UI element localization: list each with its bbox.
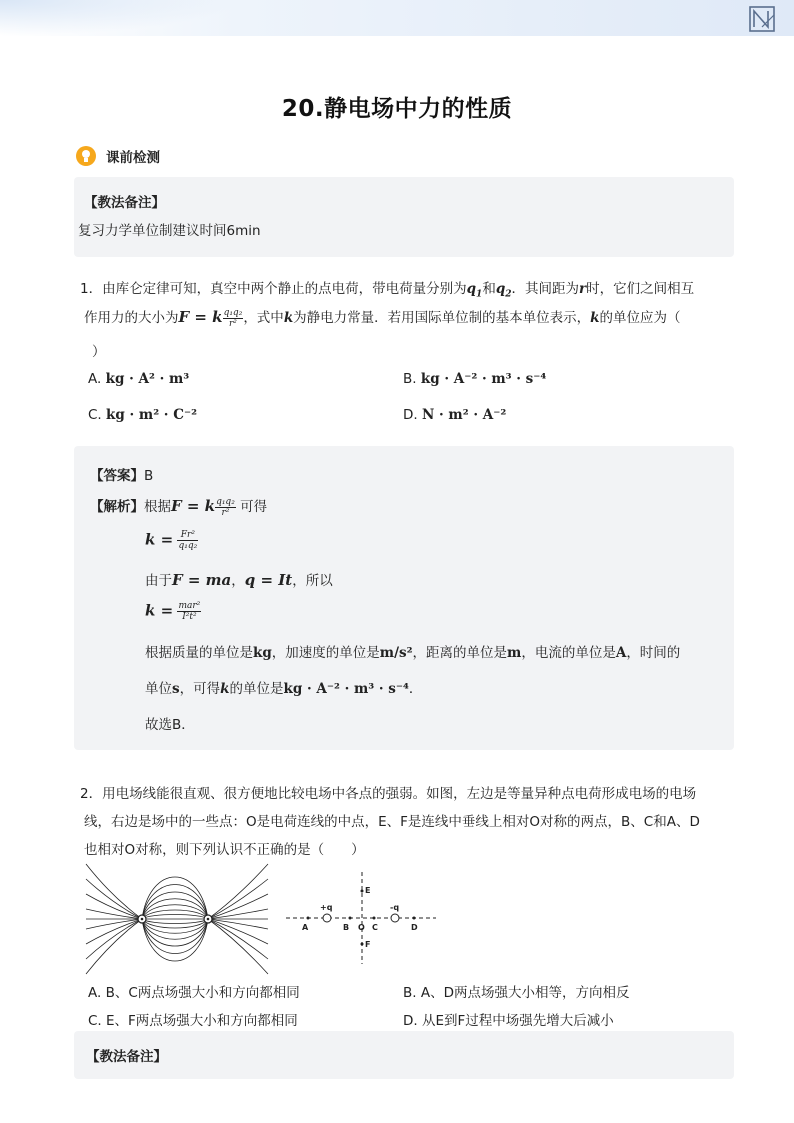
note2-heading: 【教法备注】 (86, 1049, 167, 1065)
option-text: kg · A⁻² · m³ · s⁻⁴ (420, 371, 547, 387)
field-line (142, 919, 208, 924)
field-line (86, 919, 142, 944)
answer-line (90, 464, 153, 484)
point-a (307, 917, 310, 920)
label-e: E (365, 886, 371, 895)
teaching-note-box (74, 177, 734, 257)
fraction-numerator: q₁q₂ (216, 496, 235, 507)
label-d: D (411, 923, 418, 932)
analysis-text: ，所以 (292, 573, 333, 589)
analysis-text: 可得 (240, 499, 268, 515)
analysis-line1 (90, 495, 267, 518)
unit: m/s² (379, 645, 413, 661)
field-line (142, 905, 208, 919)
analysis-text: 的单位是 (229, 681, 284, 697)
charge-center (141, 918, 144, 921)
page-title: 20.静电场中力的性质 (281, 96, 513, 122)
q1-symbol (466, 281, 483, 300)
analysis-text: ． (408, 681, 423, 697)
k-symbol: k (590, 310, 600, 326)
field-line (208, 919, 268, 944)
k-symbol: k (283, 310, 294, 326)
option-text: kg · m² · C⁻² (106, 407, 197, 423)
analysis-text: 根据质量的单位是 (145, 645, 253, 661)
fraction (177, 530, 198, 551)
option-text: N · m² · A⁻² (421, 407, 507, 423)
header-band (0, 0, 794, 36)
formula: k = (145, 530, 174, 549)
field-line (208, 879, 268, 919)
analysis-text: ，可得 (179, 681, 221, 697)
q2-sym: q (495, 281, 506, 297)
fraction (215, 497, 236, 518)
label-a: A (302, 923, 309, 932)
q1-text: 为静电力常量．若用国际单位制的基本单位表示， (293, 310, 591, 326)
section-header (76, 146, 160, 166)
field-line (142, 885, 208, 920)
label-o: O (358, 923, 365, 932)
k-symbol: k (220, 681, 230, 697)
q1-option-a[interactable] (88, 371, 189, 387)
label-b: B (343, 923, 350, 932)
q2-line1: 2．用电场线能很直观、很方便地比较电场中各点的强弱。如图，左边是等量异种点电荷形成电场的电场 (80, 786, 697, 802)
minus-q-charge (391, 914, 399, 922)
fraction-numerator: q₁q₂ (223, 307, 243, 318)
formula: F = k (171, 497, 216, 515)
formula: F = ma (172, 571, 232, 589)
formula: q = It (244, 571, 293, 589)
unit: s (172, 681, 180, 697)
unit: kg · A⁻² · m³ · s⁻⁴ (283, 681, 409, 697)
plus-q-charge (323, 914, 331, 922)
point-c (373, 917, 376, 920)
fraction-numerator: mar² (178, 601, 201, 611)
coulomb-formula: F = k (178, 308, 223, 326)
q1-text: 1．由库仑定律可知，真空中两个静止的点电荷，带电荷量分别为 (80, 281, 467, 297)
option-label: D. (403, 1013, 418, 1029)
q1-text: ．其间距为 (511, 281, 580, 297)
q1-option-c[interactable] (88, 407, 197, 423)
analysis-text: 由于 (145, 573, 172, 589)
q1-line3: ） (92, 344, 106, 360)
answer-box (74, 446, 734, 750)
logo-icon (748, 5, 776, 33)
option-label: B. (403, 371, 417, 387)
fraction (177, 601, 201, 622)
analysis-text: ，加速度的单位是 (271, 645, 380, 661)
option-text: B、C两点场强大小和方向都相同 (105, 985, 300, 1001)
label-plus-q: +q (320, 903, 333, 912)
analysis-text: ，电流的单位是 (521, 645, 616, 661)
field-line (142, 915, 208, 920)
label-f: F (365, 940, 371, 949)
option-label: A. (88, 985, 102, 1001)
label-c: C (372, 923, 378, 932)
fraction-numerator: Fr² (177, 530, 198, 541)
teaching-note-box-2 (74, 1031, 734, 1079)
section-label: 课前检测 (106, 150, 160, 166)
option-text: A、D两点场强大小相等，方向相反 (420, 985, 630, 1001)
q2-option-a[interactable] (88, 981, 300, 1001)
analysis-text: 根据 (144, 499, 171, 515)
q1-option-b[interactable] (403, 371, 546, 387)
unit: A (615, 645, 627, 661)
q2-option-c[interactable] (88, 1009, 298, 1029)
field-line (208, 919, 268, 959)
option-text: E、F两点场强大小和方向都相同 (106, 1013, 298, 1029)
answer-heading: 【答案】 (90, 468, 144, 484)
analysis-line7: 故选B． (145, 717, 195, 733)
analysis-line5 (145, 641, 680, 661)
analysis-line3 (145, 569, 333, 589)
analysis-heading: 【解析】 (90, 499, 144, 515)
fraction-denominator: r² (228, 318, 237, 329)
fraction-denominator: r² (221, 507, 230, 518)
analysis-text: ，时间的 (626, 645, 681, 661)
analysis-line4 (145, 601, 201, 622)
answer-value: B (144, 468, 154, 484)
field-line (142, 919, 208, 933)
field-line (86, 894, 142, 919)
point-b (349, 917, 352, 920)
option-text: kg · A² · m³ (105, 371, 190, 387)
q1-text: 作用力的大小为 (84, 310, 179, 326)
q2-symbol (495, 281, 512, 300)
q1-and: 和 (482, 281, 496, 297)
q1-text: ，式中 (243, 310, 284, 326)
q2-option-d[interactable] (403, 1009, 614, 1029)
option-label: C. (88, 407, 102, 423)
q2-line3: 也相对O对称，则下列认识不正确的是（ ） (84, 842, 365, 858)
label-minus-q: -q (390, 903, 400, 912)
point-d (413, 917, 416, 920)
analysis-line6 (145, 677, 422, 697)
q1-text: 时，它们之间相互 (586, 281, 695, 297)
analysis-text: ，距离的单位是 (412, 645, 508, 661)
unit: kg (253, 645, 272, 661)
points-figure (284, 868, 438, 968)
option-text: 从E到F过程中场强先增大后减小 (421, 1013, 614, 1029)
charge-center (207, 918, 210, 921)
fraction-denominator: q₁q₂ (178, 541, 198, 551)
field-line (142, 919, 208, 954)
note-text: 复习力学单位制建议时间6min (78, 223, 261, 239)
field-line (208, 894, 268, 919)
q2-option-b[interactable] (403, 981, 630, 1001)
lightbulb-icon (76, 146, 96, 166)
option-label: A. (88, 371, 102, 387)
q1-line1 (80, 277, 694, 300)
point-f (361, 943, 364, 946)
fraction-denominator: I²t² (182, 612, 197, 622)
analysis-text: 单位 (145, 681, 172, 697)
q1-sym: q (466, 281, 477, 297)
q1-text: 的单位应为（ (599, 310, 681, 326)
point-e (361, 890, 364, 893)
field-lines-figure (84, 863, 270, 975)
q2-sub: 2 (505, 289, 512, 300)
note-heading: 【教法备注】 (84, 195, 165, 211)
analysis-line2 (145, 530, 198, 551)
q2-line2: 线，右边是场中的一些点：O是电荷连线的中点，E、F是连线中垂线上相对O对称的两点，B、C和A、D (84, 814, 700, 830)
option-label: D. (403, 407, 418, 423)
field-lines (86, 864, 268, 974)
r-symbol: r (579, 281, 587, 297)
q1-option-d[interactable] (403, 407, 506, 423)
q1-sub: 1 (476, 289, 483, 300)
formula: k = (145, 601, 174, 620)
option-label: B. (403, 985, 417, 1001)
unit: m (507, 645, 522, 661)
option-label: C. (88, 1013, 102, 1029)
analysis-text: ， (231, 573, 245, 589)
q1-line2 (84, 306, 681, 329)
fraction (223, 308, 244, 329)
